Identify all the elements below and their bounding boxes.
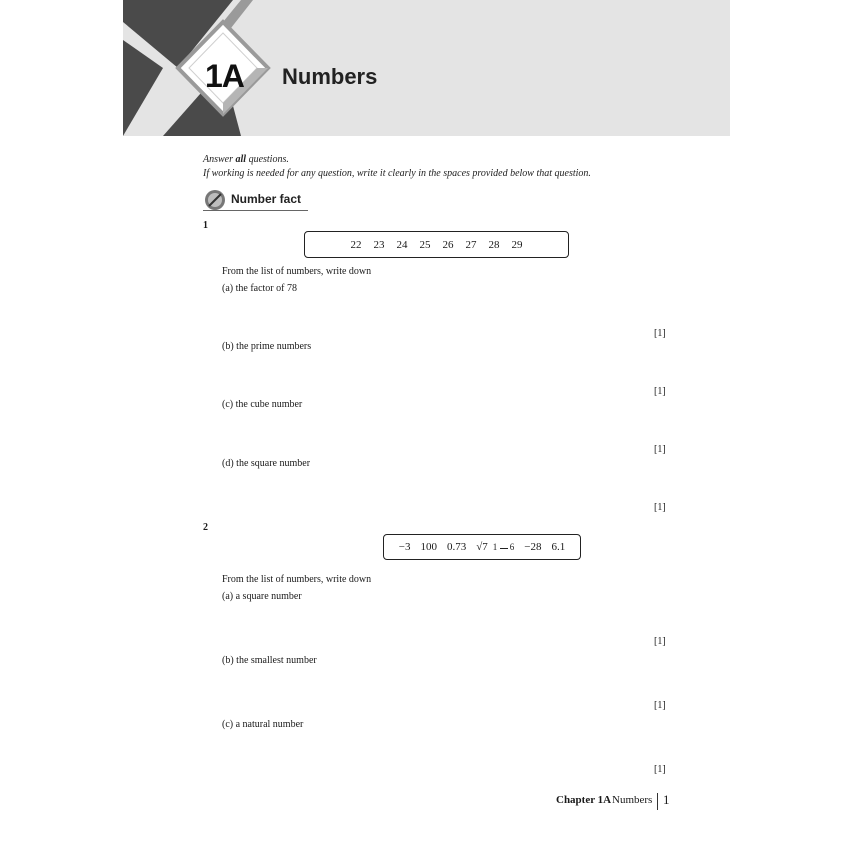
q2-part-c-mark: [1] bbox=[654, 764, 666, 775]
q2-stem: From the list of numbers, write down bbox=[222, 574, 372, 585]
footer-title: Numbers bbox=[612, 794, 653, 806]
q1-part-b-mark: [1] bbox=[654, 386, 666, 397]
q1-number-list-box bbox=[304, 231, 569, 258]
instruction-emphasis: all bbox=[235, 154, 247, 165]
q1-part-c-mark: [1] bbox=[654, 444, 666, 455]
footer-chapter: Chapter 1A bbox=[556, 794, 612, 806]
instruction-suffix: questions. bbox=[246, 154, 289, 165]
part-label: (b) bbox=[222, 655, 234, 666]
fraction-bar bbox=[500, 548, 508, 549]
section-label: Number fact bbox=[231, 192, 302, 206]
part-text: the prime numbers bbox=[236, 341, 312, 352]
fraction-denominator: 6 bbox=[509, 541, 515, 552]
instruction-line-2: If working is needed for any question, write it clearly in the spaces provided below that question. bbox=[203, 168, 591, 179]
part-label: (c) bbox=[222, 399, 234, 410]
q1-part-a bbox=[222, 283, 297, 294]
q2-list-item: √7 bbox=[476, 541, 488, 553]
compass-icon bbox=[203, 189, 227, 211]
q2-part-a-mark: [1] bbox=[654, 636, 666, 647]
instruction-prefix: Answer bbox=[203, 154, 236, 165]
q1-list-item: 22 bbox=[350, 238, 362, 251]
q1-part-d bbox=[222, 458, 310, 469]
part-text: the factor of 78 bbox=[235, 283, 297, 294]
q2-list-item: 0.73 bbox=[446, 541, 467, 553]
part-text: the square number bbox=[236, 458, 311, 469]
q2-part-a bbox=[222, 591, 302, 602]
q2-list-item: 6.1 bbox=[551, 541, 566, 553]
q1-list-item: 24 bbox=[396, 238, 408, 251]
q2-list-item: 100 bbox=[420, 541, 437, 553]
part-text: the cube number bbox=[235, 399, 303, 410]
q1-list-item: 25 bbox=[419, 238, 431, 251]
q2-list-item: −3 bbox=[398, 541, 411, 553]
part-label: (a) bbox=[222, 283, 234, 294]
section-divider bbox=[203, 210, 308, 211]
q1-list-item: 29 bbox=[511, 238, 523, 251]
part-text: a natural number bbox=[235, 719, 304, 730]
chapter-badge-graphic bbox=[123, 0, 283, 136]
part-label: (d) bbox=[222, 458, 234, 469]
question-1-number: 1 bbox=[203, 220, 208, 231]
q2-part-b bbox=[222, 655, 317, 666]
q2-part-c bbox=[222, 719, 303, 730]
chapter-code: 1A bbox=[205, 58, 244, 94]
part-label: (c) bbox=[222, 719, 234, 730]
q2-list-fraction bbox=[493, 543, 515, 552]
q1-part-c bbox=[222, 399, 302, 410]
q1-list-item: 26 bbox=[442, 238, 454, 251]
q1-list-item: 27 bbox=[465, 238, 477, 251]
q1-list-item: 28 bbox=[488, 238, 500, 251]
instruction-line-1 bbox=[203, 154, 289, 165]
q1-part-d-mark: [1] bbox=[654, 502, 666, 513]
q1-part-b bbox=[222, 341, 311, 352]
q2-number-list-box bbox=[383, 534, 581, 560]
part-label: (b) bbox=[222, 341, 234, 352]
q2-part-b-mark: [1] bbox=[654, 700, 666, 711]
page-number: 1 bbox=[663, 792, 670, 807]
q2-list-item: −28 bbox=[524, 541, 542, 553]
q1-part-a-mark: [1] bbox=[654, 328, 666, 339]
q1-list-item: 23 bbox=[373, 238, 385, 251]
part-text: a square number bbox=[235, 591, 302, 602]
footer-divider bbox=[657, 793, 658, 810]
part-label: (a) bbox=[222, 591, 234, 602]
chapter-title: Numbers bbox=[282, 64, 378, 89]
q1-stem: From the list of numbers, write down bbox=[222, 266, 372, 277]
part-text: the smallest number bbox=[236, 655, 317, 666]
question-2-number: 2 bbox=[203, 522, 208, 533]
fraction-numerator: 1 bbox=[492, 541, 498, 552]
